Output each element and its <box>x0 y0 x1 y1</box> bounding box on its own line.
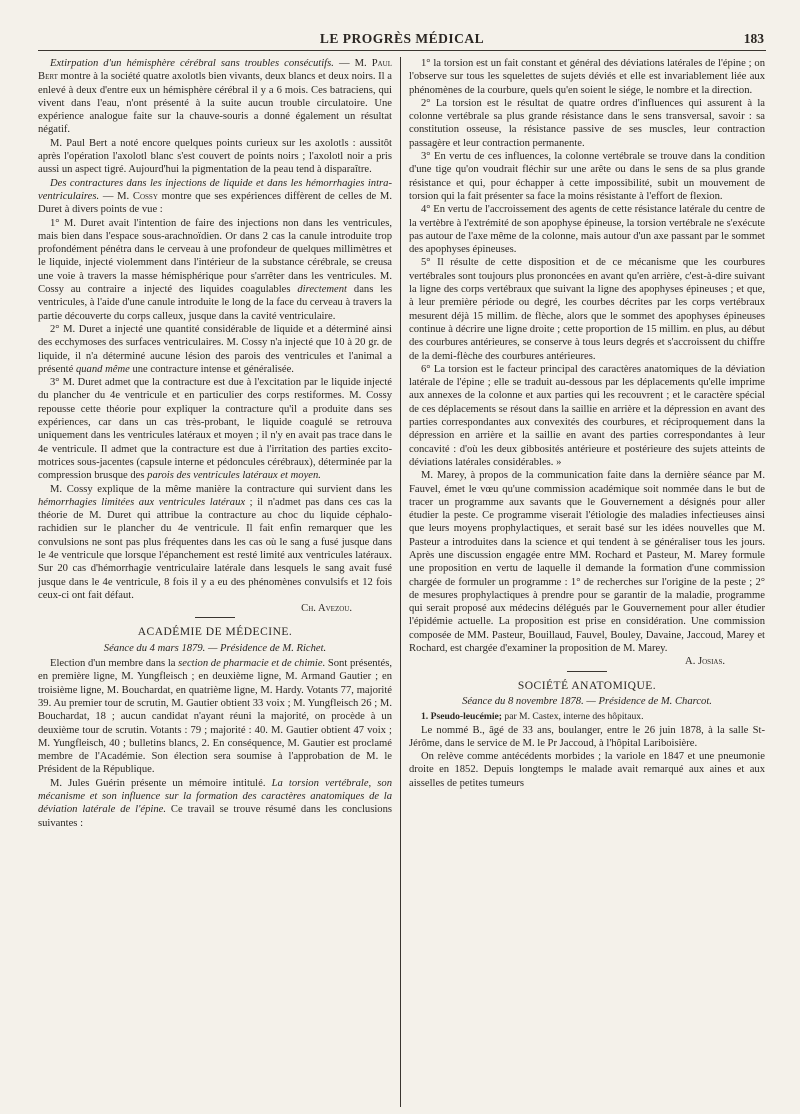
text: Election d'un membre dans la <box>50 658 176 670</box>
paragraph: 2° La torsion est le résultat de quatre ordres d'influences qui assurent à la colonne vertébrale sa plus grande résistance dans le sens transversal, savoir : sa constitution osseuse, la résistance passive de ses muscles, leur contraction passagère et leur contraction permanente. <box>409 97 765 149</box>
paragraph: M. Paul Bert a noté encore quelques points curieux sur les axolotls : aussitôt après l'opération l'axolotl blanc s'est couvert de points noirs ; l'axolotl noir a pris aussi un aspect tigré. Aujourd'hui la pigmentation de la peau tend à disparaître. <box>38 137 392 176</box>
journal-title: LE PROGRÈS MÉDICAL <box>319 31 485 46</box>
session-line: Séance du 8 novembre 1878. — Présidence de M. Charcot. <box>462 695 712 707</box>
section-title: ACADÉMIE DE MÉDECINE. <box>137 626 293 639</box>
text: 3° M. Duret admet que la contracture est due à l'excitation par le liquide injecté du plancher du 4e ventricule et en particulier des corps restiformes. M. Cossy repousse cette théorie pour expliquer la contracture qu'il a produite dans ses expériences, car dans un cas très-probant, le liquide coagulé se retrouva uniquement dans les ventricules latéraux et moyen ; il n'y en avait pas trace dans le 4e ventricule. Il admet que la contracture est due à l'irritation des parties excito-motrices sous-jacentes (capsule interne et pédoncules cérébraux), déterminée par la compression brusque des <box>38 377 392 482</box>
text: dans les ventricules, à l'aide d'une canule introduite le long de la face du cerveau à travers la partie découverte du corps calleux, jusque dans la cavité ventriculaire. <box>38 284 392 322</box>
signature: A. Josias. <box>685 656 725 668</box>
text: montre à la société quatre axolotls bien vivants, deux blancs et deux noirs. Il a enlevé à deux d'entre eux un hémisphère cérébral il y a 6 mois. Ces batraciens, qui vivent dans l'eau, n'ont présenté à la suite aucun trouble circulatoire. Une expérience analogue faite sur la chauve-souris a donné également un résultat négatif. <box>38 71 392 136</box>
text: 2° M. Duret a injecté une quantité considérable de liquide et a déterminé ainsi des ecchymoses des surfaces ventriculaires. M. Cossy n'a injecté que 10 à 20 gr. de liquide, il n'a déterminé aucune lésion des parois des ventricules et l'animal a présenté <box>38 323 392 375</box>
text: 1° M. Duret avait l'intention de faire des injections non dans les ventricules, mais bien dans l'espace sous-arachnoïdien. Or dans 2 cas la canule introduite trop profondément pénétra dans le cerveau à une profondeur de quelques millimètres et le liquide, injecté violemment dans l'intérieur de la substance cérébrale, se creusa une voie à travers la masse hémisphérique pour s'arrêter dans les ventricules. M. Cossy au contraire a injecté des liquides coagulables <box>38 217 392 296</box>
column-divider <box>400 57 401 1107</box>
emphasis: directement <box>297 284 347 296</box>
text: M. Jules Guérin présente un mémoire intitulé. <box>50 777 266 789</box>
left-column <box>38 57 392 1107</box>
paragraph: 5° Il résulte de cette disposition et de ce mécanisme que les courbures vertébrales sont toujours plus prononcées en avant qu'en arrière, c'est-à-dire suivant la ligne des corps vertébraux que suivant la ligne des apophyses épineuses ; et que, à leur première période ou degré, les courbes décrites par les corps vertébraux mesurent déjà 15 millim. de flèche, alors que le sommet des apophyses épineuses continue à décrire une ligne droite ; cette proportion de 15 millim. en plus, au début des courbures antérieures, se conserve à tous leurs degrés et s'accroissent du chiffre de la demi-flèche des courbures antérieures. <box>409 257 765 362</box>
text: M. Cossy explique de la même manière la contracture qui survient dans les <box>50 483 392 495</box>
case-heading <box>409 710 765 723</box>
section-title: SOCIÉTÉ ANATOMIQUE. <box>517 679 657 692</box>
paragraph <box>38 483 392 603</box>
page-number: 183 <box>743 31 764 46</box>
text: ; il n'admet pas dans ces cas la théorie de M. Duret qui attribue la contracture au choc du liquide céphalo-rachidien sur le plancher du 4e ventricule. Il fait enfin remarquer que les convulsions ne sont pas plus fréquentes dans les cas où le sang a fusé jusque dans le 4e ventricule que lorsque l'épanchement est resté limité aux ventricules latéraux. Sur 20 cas d'hémorrhagie ventriculaire latérale dans lesquels le sang avait fusé jusque dans le 4e ventricule, 8 fois il y a eu des phénomènes convulsifs et 12 fois ceux-ci ont fait défaut. <box>38 496 392 601</box>
paragraph: 6° La torsion est le facteur principal des caractères anatomiques de la déviation latérale de l'épine ; elle se traduit au-dessous par les déplacements qu'elle imprime aux annexes de la colonne et aux parties qui les recouvrent ; et le caractère spécial de ces déplacements se résout dans la saillie en arrière et la dépression en avant des parties correspondantes aux convexités des courbures, et réciproquement dans la dépression en arrière et la saillie en avant des parties correspondantes à leur concavité : d'où les deux gibbosités antérieure et postérieure des sujets atteints de déviations latérales considérables. » <box>409 363 765 468</box>
text: montre que ses expériences diffèrent de celles de M. Duret à divers points de vue : <box>38 190 392 216</box>
paragraph <box>38 57 392 137</box>
paragraph <box>38 657 392 777</box>
text: Sont présentés, en première ligne, M. Yungfleisch ; en deuxième ligne, M. Armand Gautier ; en troisième ligne, M. Bouchardat, en quatrième ligne, M. Hardy. Votants 77, majorité 39. Au premier tour de scrutin, M. Gautier obtient 33 voix ; M. Yungfleisch 26 ; M. Bouchardat, 18 ; aucun candidat n'ayant réuni la majorité, on procède à un deuxième tour de scrutin. Votants : 79 ; majorité : 40. M. Gautier obtient 47 voix ; M. Yungfleisch, 40 ; bulletins blancs, 2. En conséquence, M. Gautier est proclamé membre de l'Académie. Son élection sera soumise à l'approbation de M. le Président de la République. <box>38 658 393 776</box>
signature: Ch. Avezou. <box>301 603 352 615</box>
section-divider <box>567 671 607 672</box>
paragraph: On relève comme antécédents morbides ; la variole en 1847 et une pneumonie droite en 1852. Depuis longtemps le malade avait remarqué aux aines et aux aisselles de petites tumeurs <box>409 751 765 789</box>
case-title: 1. Pseudo-leucémie; <box>421 711 502 723</box>
paragraph <box>38 217 392 323</box>
text: Ce travail se trouve résumé dans les conclusions suivantes : <box>38 804 392 829</box>
paragraph <box>38 376 392 482</box>
paragraph: 4° En vertu de l'accroissement des agents de cette résistance latérale du centre de la vertèbre à l'extrémité de son apophyse épineuse, la torsion vertébrale ne s'exécute pas autour de l'axe même de la colonne, mais autour d'un axe passant par le sommet des apophyses épineuses. <box>409 204 765 256</box>
columns <box>38 57 766 1107</box>
case-author: par M. Castex, interne des hôpitaux. <box>502 711 644 723</box>
article-title: Des contractures dans les injections de liquide et dans les hémorrhagies intra-ventriculaires. <box>38 177 392 202</box>
author-ref: — M. Cossy <box>99 190 158 202</box>
right-column <box>409 57 765 1107</box>
section-divider <box>195 617 235 618</box>
emphasis: La torsion vertébrale, son mécanisme et son influence sur la formation des caractères anatomiques de la déviation latérale de l'épine. <box>38 777 393 816</box>
page-header <box>38 28 766 51</box>
paragraph <box>38 777 392 830</box>
article-title: Extirpation d'un hémisphère cérébral sans troubles consécutifs. <box>50 58 334 69</box>
emphasis: hémorrhagies limitées aux ventricules latéraux <box>38 496 246 508</box>
emphasis: section de pharmacie et de chimie. <box>178 658 326 670</box>
paragraph: 1° la torsion est un fait constant et général des déviations latérales de l'épine ; on l'observe sur tous les squelettes de sujets déviés et elle est invariablement liée aux phénomènes de la courbure, quels qu'en soient le siége, le nombre et la direction. <box>409 58 765 96</box>
paragraph <box>38 323 392 376</box>
paragraph: M. Marey, à propos de la communication faite dans la dernière séance par M. Fauvel, émet le vœu qu'une commission académique soit nommée dans le but de tracer un programme aux savants que le Gouvernement a désignés pour aller étudier la peste. Ce programme viserait l'étiologie des maladies infectieuses ainsi que leurs moyens prophylactiques, et serait basé sur les idées nouvelles que M. Pasteur a introduites dans la science et qui tendent à se généraliser tous les jours. Après une discussion engagée entre MM. Rochard et Pasteur, M. Marey formule une proposition en vertu de laquelle il demande la formation d'une commission chargée de formuler un programme : 1° de recherches sur l'origine de la peste ; 2° de mesures prophylactiques à prendre pour se garantir de la maladie, programme qui serait proposé aux médecins délégués par le Gouvernement pour aller étudier l'épidémie actuelle. La proposition est prise en considération. Une commission composée de MM. Pasteur, Bouillaud, Fauvel, Bouley, Davaine, Jaccoud, Marey et Rochard, est chargée d'examiner la proposition de M. Marey. <box>409 470 765 655</box>
author-ref: — M. Paul Bert <box>38 58 392 83</box>
text: une contracture intense et généralisée. <box>129 363 294 375</box>
paragraph: Le nommé B., âgé de 33 ans, boulanger, entre le 26 juin 1878, à la salle St-Jérôme, dans le service de M. le Pr Jaccoud, à l'hôpital Lariboisière. <box>409 724 765 749</box>
paragraph <box>38 177 392 217</box>
emphasis: parois des ventricules latéraux et moyen. <box>147 470 321 482</box>
emphasis: quand même <box>75 363 130 375</box>
paragraph: 3° En vertu de ces influences, la colonne vertébrale se trouve dans la condition d'une tige qu'on voudrait fléchir sur une arête ou dans le sens de sa plus grande résistance et qui, pour échapper à cette impossibilité, subit un mouvement de torsion qui la fait présenter sa face la moins résistante à l'effort de flexion. <box>409 151 765 202</box>
session-line: Séance du 4 mars 1879. — Présidence de M. Richet. <box>103 642 327 654</box>
